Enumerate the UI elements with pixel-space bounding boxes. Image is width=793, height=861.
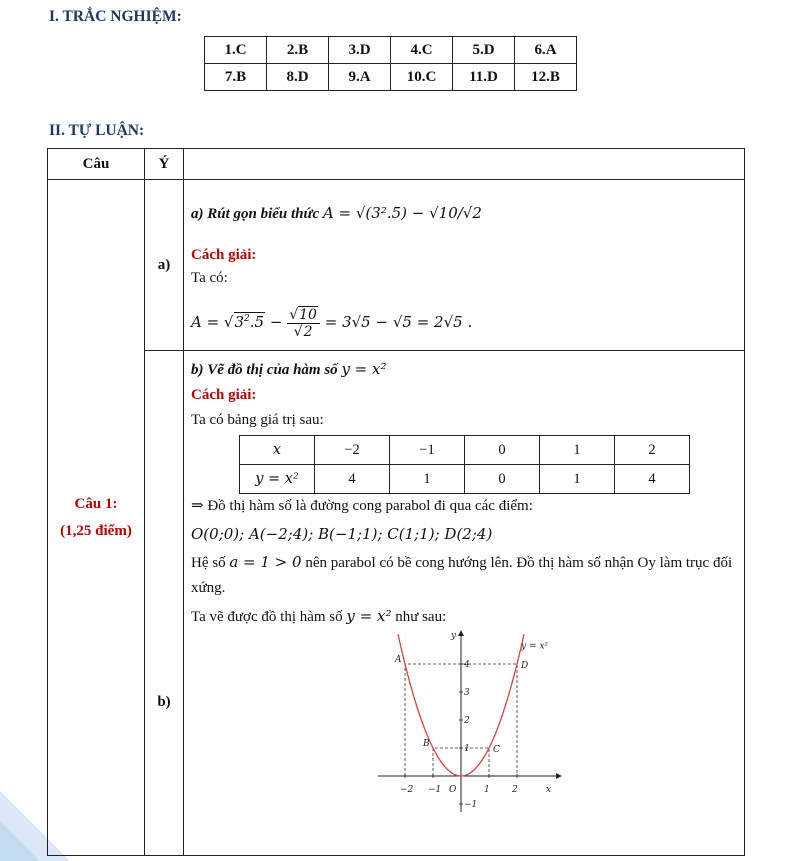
point-label: D xyxy=(521,661,529,671)
y-tick-label: 1 xyxy=(464,744,470,754)
value-cell: 1 xyxy=(540,436,615,465)
value-row-x xyxy=(240,436,690,465)
part-b-question xyxy=(191,357,738,381)
answer-cell: 3.D xyxy=(329,37,391,64)
part-a-question-math: A = √(3².5) − √10/√2 xyxy=(322,204,482,222)
line5-math: y = x² xyxy=(346,607,392,625)
part-a-question xyxy=(191,191,738,235)
answer-cell: 5.D xyxy=(453,37,515,64)
part-a-result xyxy=(191,299,738,339)
part-b-content xyxy=(184,351,745,856)
answer-cell: 4.C xyxy=(391,37,453,64)
parabol-graph xyxy=(376,626,566,816)
value-cell: 0 xyxy=(465,436,540,465)
answer-cell: 9.A xyxy=(329,64,391,91)
result-fraction: $\frac{√10}{√2}$ xyxy=(287,307,320,340)
y-tick-label: −1 xyxy=(464,800,478,810)
answer-cell: 11.D xyxy=(453,64,515,91)
row-part-a xyxy=(48,180,745,351)
line3-a: Hệ số xyxy=(191,555,226,571)
answer-cell: 10.C xyxy=(391,64,453,91)
origin-label: O xyxy=(449,785,457,795)
part-b-question-text: b) Vẽ đồ thị của hàm số xyxy=(191,362,338,378)
answer-row xyxy=(205,64,577,91)
header-cau: Câu xyxy=(48,149,145,180)
x-tick-label: 1 xyxy=(484,785,490,795)
answer-key-table xyxy=(204,36,577,91)
answer-row xyxy=(205,37,577,64)
value-cell: 2 xyxy=(615,436,690,465)
value-cell: y = x² xyxy=(240,465,315,494)
line3-math: a = 1 > 0 xyxy=(229,553,302,571)
part-a-ta-co: Ta có: xyxy=(191,270,228,286)
answer-cell: 8.D xyxy=(267,64,329,91)
solution-table xyxy=(47,148,745,856)
value-cell: 4 xyxy=(615,465,690,494)
part-b-method-label: Cách giải: xyxy=(191,387,257,403)
y-tick-label: 3 xyxy=(464,688,470,698)
y-axis-label: y xyxy=(451,631,457,641)
point-label: A xyxy=(395,655,402,665)
answer-cell: 2.B xyxy=(267,37,329,64)
value-cell: −1 xyxy=(390,436,465,465)
part-b-label: b) xyxy=(145,351,184,856)
question-points: (1,25 điểm) xyxy=(60,522,132,539)
answer-cell: 1.C xyxy=(205,37,267,64)
line3-b: nên parabol có bề cong hướng lên. Đồ thị hàm số nhận Oy làm trục đối xyxy=(305,555,733,571)
row-part-b xyxy=(48,351,745,856)
part-b-line3 xyxy=(191,553,738,572)
result-tail: = 3√5 − √5 = 2√5 . xyxy=(324,313,473,331)
part-b-intro: Ta có bảng giá trị sau: xyxy=(191,412,324,428)
x-tick-label: −2 xyxy=(400,785,414,795)
line5-b: như sau: xyxy=(395,609,447,625)
point-label: B xyxy=(423,739,430,749)
header-content xyxy=(184,149,745,180)
y-tick-label: 2 xyxy=(464,716,470,726)
point-label: C xyxy=(493,745,500,755)
part-b-line5 xyxy=(191,607,738,626)
value-cell: 0 xyxy=(465,465,540,494)
x-tick-label: 2 xyxy=(512,785,518,795)
graph-container xyxy=(191,626,738,826)
answer-cell: 12.B xyxy=(515,64,577,91)
part-b-line4: xứng. xyxy=(191,580,226,596)
y-axis-arrow xyxy=(458,630,464,636)
value-cell: 1 xyxy=(390,465,465,494)
y-tick-label: 4 xyxy=(464,660,470,670)
result-lhs: $A = √3^2.5$ − $\frac{√10}{√2}$ xyxy=(191,313,325,331)
part-b-line1: ⇒ Đồ thị hàm số là đường cong parabol đi qua các điểm: xyxy=(191,498,533,514)
value-table xyxy=(239,435,690,494)
question-number-cell xyxy=(48,180,145,856)
value-cell: x xyxy=(240,436,315,465)
value-cell: −2 xyxy=(315,436,390,465)
x-tick-label: −1 xyxy=(428,785,442,795)
section-title-essay: II. TỰ LUẬN: xyxy=(49,122,145,139)
part-a-question-text: a) Rút gọn biểu thức xyxy=(191,206,320,222)
question-number: Câu 1: xyxy=(74,495,118,512)
section-title-multiple-choice: I. TRẮC NGHIỆM: xyxy=(49,8,182,25)
value-row-y xyxy=(240,465,690,494)
answer-cell: 6.A xyxy=(515,37,577,64)
part-b-points: O(0;0); A(−2;4); B(−1;1); C(1;1); D(2;4) xyxy=(191,525,493,543)
header-y: Ý xyxy=(145,149,184,180)
x-axis-arrow xyxy=(556,773,562,779)
part-a-method-label: Cách giải: xyxy=(191,247,257,263)
x-axis-label: x xyxy=(546,785,552,795)
part-a-content xyxy=(184,180,745,351)
header-row xyxy=(48,149,745,180)
part-b-question-math: y = x² xyxy=(341,360,387,378)
value-cell: 4 xyxy=(315,465,390,494)
answer-cell: 7.B xyxy=(205,64,267,91)
value-cell: 1 xyxy=(540,465,615,494)
part-a-label: a) xyxy=(145,180,184,351)
curve-label: y = x² xyxy=(521,641,549,652)
line5-a: Ta vẽ được đồ thị hàm số xyxy=(191,609,343,625)
